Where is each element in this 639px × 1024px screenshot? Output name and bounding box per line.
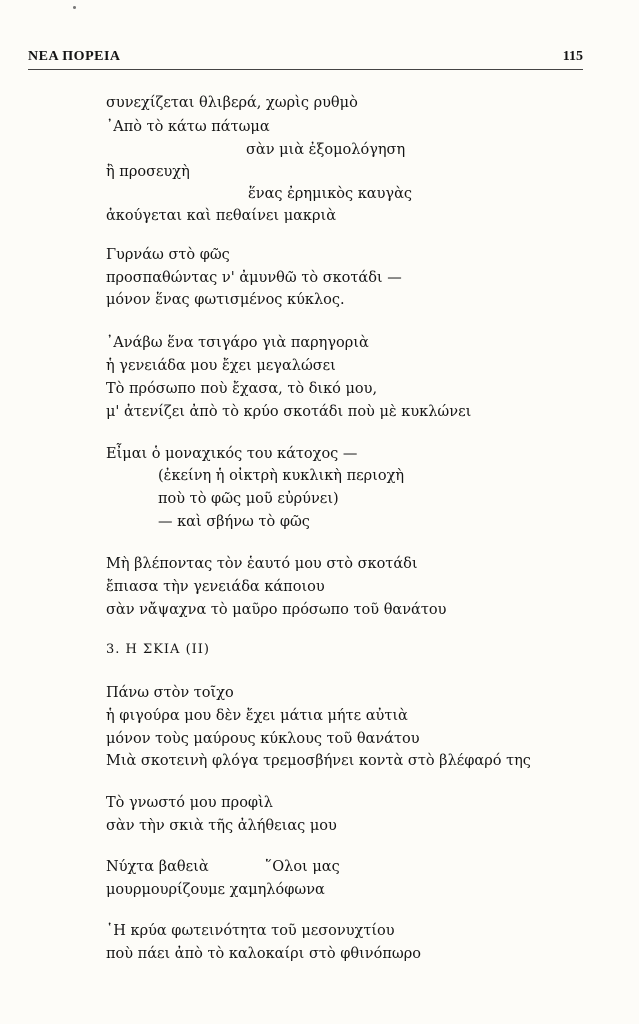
poem-line: προσπαθώντας ν' ἀμυνθῶ τὸ σκοτάδι — [106,270,402,286]
section-heading: 3. Η ΣΚΙΑ (ΙΙ) [106,642,210,657]
poem-line: Τὸ πρόσωπο ποὺ ἔχασα, τὸ δικό μου, [106,381,378,397]
poem-line: — καὶ σβήνω τὸ φῶς [158,514,310,530]
poem-line: ἢ προσευχὴ [106,164,190,180]
poem-line: Μὴ βλέποντας τὸν ἑαυτό μου στὸ σκοτάδι [106,556,418,572]
poem-line: ποὺ πάει ἀπὸ τὸ καλοκαίρι στὸ φθινόπωρο [106,946,421,962]
poem-line: ποὺ τὸ φῶς μοῦ εὐρύνει) [158,491,339,507]
poem-line: Εἶμαι ὁ μοναχικός του κάτοχος — [106,446,358,462]
print-speck [73,6,76,9]
poem-line: (ἐκείνη ἡ οἰκτρὴ κυκλικὴ περιοχὴ [158,468,405,484]
poem-line: σὰν τὴν σκιὰ τῆς ἀλήθειας μου [106,818,337,834]
poem-line: μόνον ἕνας φωτισμένος κύκλος. [106,292,345,308]
poem-line: συνεχίζεται θλιβερά, χωρὶς ρυθμὸ [106,95,358,111]
journal-title: ΝΕΑ ΠΟΡΕΙΑ [28,49,121,64]
poem-line: ῞Ολοι μας [265,859,340,875]
poem-line: ἡ φιγούρα μου δὲν ἔχει μάτια μήτε αὐτιὰ [106,708,408,724]
poem-line: μόνον τοὺς μαύρους κύκλους τοῦ θανάτου [106,731,420,747]
poem-line: Τὸ γνωστό μου προφὶλ [106,795,273,811]
poem-line: Γυρνάω στὸ φῶς [106,247,230,263]
poem-line: μουρμουρίζουμε χαμηλόφωνα [106,882,325,898]
poem-line: ἔπιασα τὴν γενειάδα κάποιου [106,579,325,595]
poem-line: ἀκούγεται καὶ πεθαίνει μακριὰ [106,208,336,224]
poem-line: ᾿Ανάβω ἕνα τσιγάρο γιὰ παρηγοριὰ [106,335,369,351]
poem-line: ἕνας ἐρημικὸς καυγὰς [248,186,412,202]
poem-line: Πάνω στὸν τοῖχο [106,685,234,701]
poem-line: ᾿Απὸ τὸ κάτω πάτωμα [106,119,270,135]
poem-line: σὰν μιὰ ἐξομολόγηση [246,142,406,158]
poem-line: Νύχτα βαθειὰ [106,859,209,875]
page-number: 115 [562,49,583,64]
poem-line: σὰν νἄψαχνα τὸ μαῦρο πρόσωπο τοῦ θανάτου [106,602,447,618]
poem-line: ἡ γενειάδα μου ἔχει μεγαλώσει [106,358,336,374]
poem-line: ῾Η κρύα φωτεινότητα τοῦ μεσονυχτίου [106,923,395,939]
poem-line: μ' ἀτενίζει ἀπὸ τὸ κρύο σκοτάδι ποὺ μὲ κυκλώνει [106,404,472,420]
poem-line: Μιὰ σκοτεινὴ φλόγα τρεμοσβήνει κοντὰ στὸ βλέφαρό της [106,753,531,769]
header-rule [28,69,583,70]
